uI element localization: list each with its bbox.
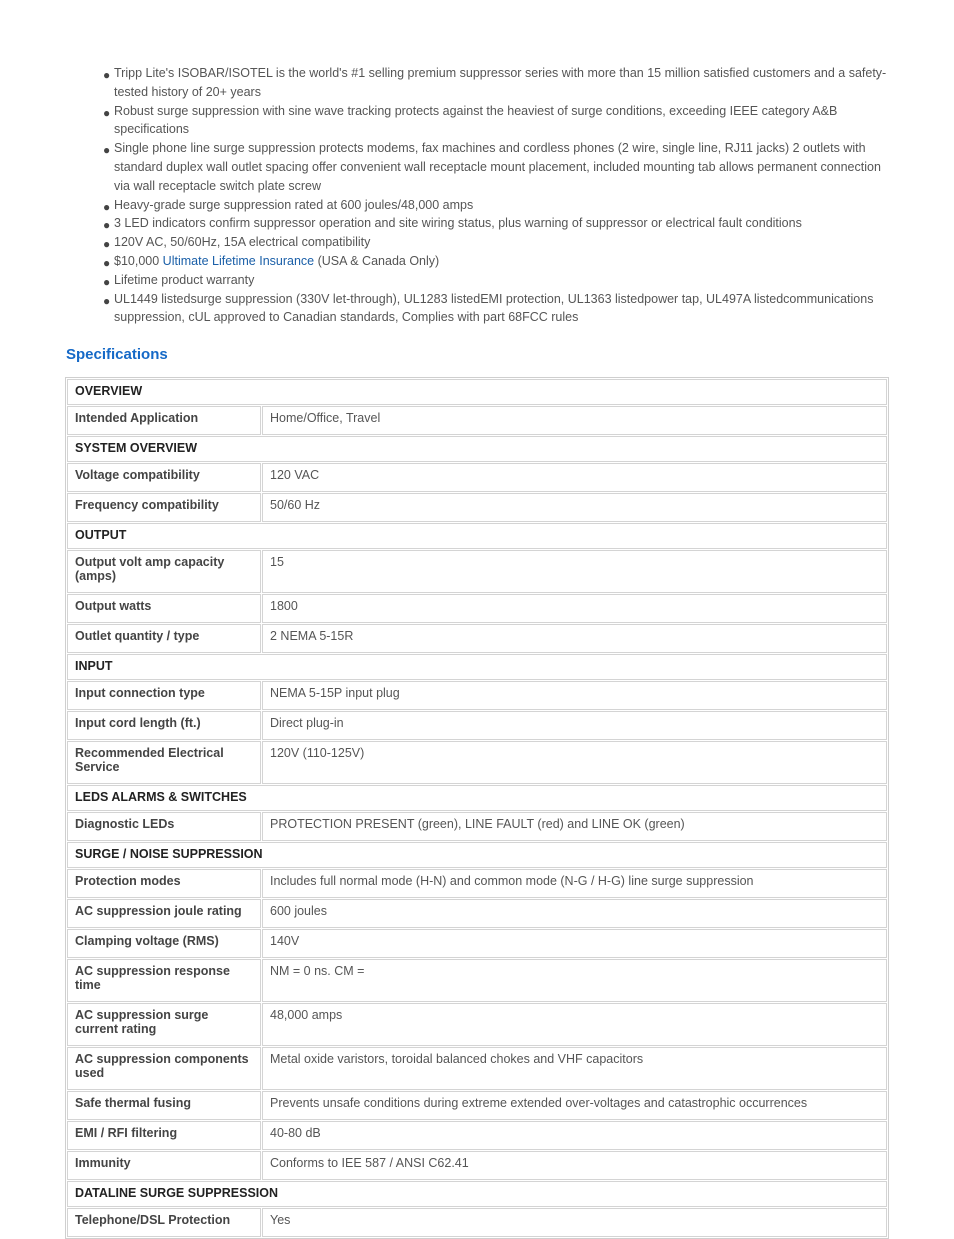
feature-list-item [100,196,890,215]
spec-value: 48,000 amps [262,1003,887,1046]
spec-label: Safe thermal fusing [67,1091,261,1120]
spec-section-row [67,436,887,462]
feature-text: 120V AC, 50/60Hz, 15A electrical compatibility [114,235,371,250]
spec-row [67,929,887,958]
spec-label: Immunity [67,1151,261,1180]
spec-section-row [67,379,887,405]
feature-text: Robust surge suppression with sine wave tracking protects against the heaviest of surge conditions, exceeding IEEE category A&B specifications [114,103,838,137]
specifications-table [66,378,888,1238]
spec-row [67,899,887,928]
spec-label: Voltage compatibility [67,463,261,492]
spec-section-row [67,523,887,549]
feature-text: (USA & Canada Only) [314,253,440,268]
spec-row [67,1091,887,1120]
bullet-icon: ● [103,274,111,289]
spec-label: EMI / RFI filtering [67,1121,261,1150]
feature-list-item [100,102,890,140]
spec-label: Outlet quantity / type [67,624,261,653]
spec-section-row [67,785,887,811]
bullet-icon: ● [103,68,111,82]
spec-label: Telephone/DSL Protection [67,1208,261,1237]
spec-label: AC suppression joule rating [67,899,261,928]
spec-label: Clamping voltage (RMS) [67,929,261,958]
feature-text: Tripp Lite's ISOBAR/ISOTEL is the world's #1 selling premium suppressor series with more than 15 million satisfied customers and a safety-tested history of 20+ years [114,66,887,99]
spec-label: AC suppression components used [67,1047,261,1090]
spec-value: Prevents unsafe conditions during extreme extended over-voltages and catastrophic occurrences [262,1091,887,1120]
spec-label: Output watts [67,594,261,623]
spec-section-header: OVERVIEW [67,379,887,405]
spec-row [67,681,887,710]
spec-row [67,493,887,522]
spec-value: Yes [262,1208,887,1237]
spec-row [67,594,887,623]
spec-label: Output volt amp capacity (amps) [67,550,261,593]
feature-text: UL1449 listedsurge suppression (330V let-through), UL1283 listedEMI protection, UL1363 listedpower tap, UL497A listedcommunications suppression, cUL approved to Canadian standards, Complies with part 68FCC rules [114,291,874,325]
feature-text: Single phone line surge suppression protects modems, fax machines and cordless phones (2 wire, single line, RJ11 jacks) 2 outlets with standard duplex wall outlet spacing offer convenient wall receptacle mount placement, included mounting tab allows permanent connection via wall receptacle switch plate screw [114,141,881,193]
feature-list-item [100,64,890,102]
spec-row [67,550,887,593]
spec-value: Conforms to IEE 587 / ANSI C62.41 [262,1151,887,1180]
feature-text: 3 LED indicators confirm suppressor operation and site wiring status, plus warning of suppressor or electrical fault conditions [114,216,802,231]
feature-text: $10,000 [114,253,163,268]
feature-list [100,64,890,327]
spec-section-header: LEDS ALARMS & SWITCHES [67,785,887,811]
spec-value: 40-80 dB [262,1121,887,1150]
spec-section-row [67,654,887,680]
spec-row [67,869,887,898]
spec-value: 120 VAC [262,463,887,492]
spec-row [67,711,887,740]
spec-row [67,959,887,1002]
spec-label: Recommended Electrical Service [67,741,261,784]
spec-row [67,812,887,841]
spec-value: 2 NEMA 5-15R [262,624,887,653]
bullet-icon: ● [103,143,111,158]
spec-row [67,624,887,653]
spec-value: 15 [262,550,887,593]
feature-text: Lifetime product warranty [114,272,255,287]
bullet-icon: ● [103,237,111,252]
spec-value: Direct plug-in [262,711,887,740]
spec-row [67,463,887,492]
spec-label: AC suppression response time [67,959,261,1002]
spec-label: Input connection type [67,681,261,710]
spec-value: 600 joules [262,899,887,928]
spec-value: PROTECTION PRESENT (green), LINE FAULT (red) and LINE OK (green) [262,812,887,841]
spec-row [67,1047,887,1090]
bullet-icon: ● [103,255,111,270]
spec-section-header: INPUT [67,654,887,680]
spec-label: Protection modes [67,869,261,898]
spec-row [67,1208,887,1237]
spec-section-header: SYSTEM OVERVIEW [67,436,887,462]
spec-value: 1800 [262,594,887,623]
spec-section-row [67,1181,887,1207]
spec-row [67,1003,887,1046]
spec-value: NM = 0 ns. CM = [262,959,887,1002]
bullet-icon: ● [103,293,111,308]
spec-section-header: SURGE / NOISE SUPPRESSION [67,842,887,868]
spec-value: Includes full normal mode (H-N) and common mode (N-G / H-G) line surge suppression [262,869,887,898]
spec-section-row [67,842,887,868]
spec-value: Home/Office, Travel [262,406,887,435]
spec-value: NEMA 5-15P input plug [262,681,887,710]
feature-list-item [100,139,890,195]
specifications-heading: Specifications [66,346,168,363]
bullet-icon: ● [103,218,111,233]
feature-list-item [100,271,890,290]
bullet-icon: ● [103,105,111,120]
spec-value: Metal oxide varistors, toroidal balanced chokes and VHF capacitors [262,1047,887,1090]
feature-list-item [100,252,890,271]
spec-label: Intended Application [67,406,261,435]
spec-value: 50/60 Hz [262,493,887,522]
feature-list-item [100,233,890,252]
spec-row [67,1121,887,1150]
spec-label: Input cord length (ft.) [67,711,261,740]
spec-value: 140V [262,929,887,958]
spec-label: Frequency compatibility [67,493,261,522]
spec-section-header: DATALINE SURGE SUPPRESSION [67,1181,887,1207]
spec-label: Diagnostic LEDs [67,812,261,841]
specifications-table-body [67,379,887,1237]
feature-list-item [100,214,890,233]
feature-text: Heavy-grade surge suppression rated at 600 joules/48,000 amps [114,197,474,212]
feature-list-item [100,290,890,328]
insurance-link[interactable]: Ultimate Lifetime Insurance [162,253,315,268]
spec-row [67,741,887,784]
spec-row [67,406,887,435]
bullet-icon: ● [103,199,111,214]
spec-label: AC suppression surge current rating [67,1003,261,1046]
spec-value: 120V (110-125V) [262,741,887,784]
spec-section-header: OUTPUT [67,523,887,549]
specifications-table-wrapper [65,377,889,1239]
spec-row [67,1151,887,1180]
